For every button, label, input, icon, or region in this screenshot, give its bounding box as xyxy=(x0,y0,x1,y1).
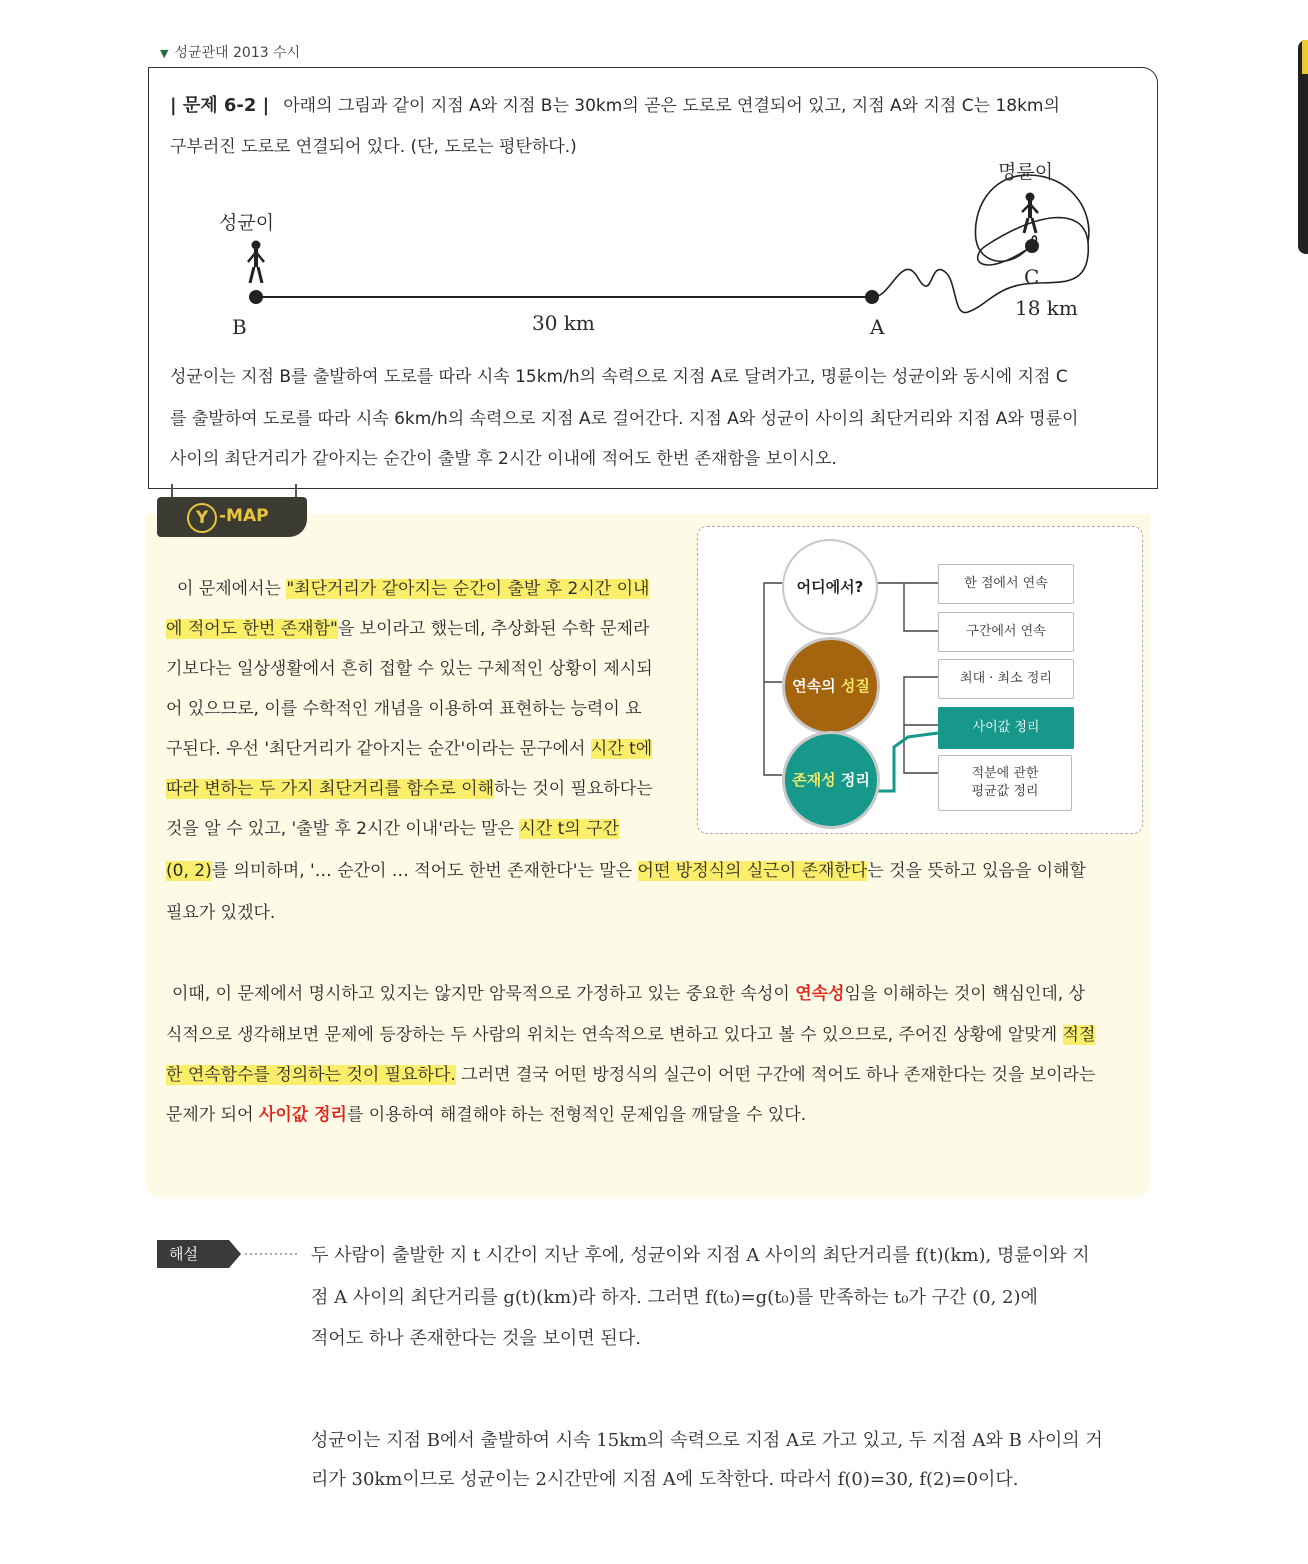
problem-line-4: 를 출발하여 도로를 따라 시속 6km/h의 속력으로 지점 A로 걸어간다. 지점 A와 성균이 사이의 최단거리와 지점 A와 명륜이 xyxy=(170,409,1079,429)
ymap-p1-line-1: 이 문제에서는 "최단거리가 같아지는 순간이 출발 후 2시간 이내 xyxy=(177,579,650,599)
node-continuity: 연속의 성질 xyxy=(782,637,880,735)
ymap-p1-line-9: 필요가 있겠다. xyxy=(166,903,276,923)
ymap-tag xyxy=(157,497,307,537)
distance-ab: 30 km xyxy=(532,311,595,335)
node-where: 어디에서? xyxy=(782,539,878,635)
solution-line-5: 리가 30km이므로 성균이는 2시간만에 지점 A에 도착한다. 따라서 f(0)=30, f(2)=0이다. xyxy=(311,1469,1019,1490)
ymap-p2-line-1: 이때, 이 문제에서 명시하고 있지는 않지만 암묵적으로 가정하고 있는 중요한 속성이 연속성임을 이해하는 것이 핵심인데, 상 xyxy=(172,984,1085,1004)
ymap-p2-line-4: 문제가 되어 사이값 정리를 이용하여 해결해야 하는 전형적인 문제임을 깨달을 수 있다. xyxy=(166,1105,807,1125)
person-icon xyxy=(248,241,264,283)
ymap-p2-line-2: 식적으로 생각해보면 문제에 등장하는 두 사람의 위치는 연속적으로 변하고 있다고 볼 수 있으므로, 주어진 상황에 알맞게 적절 xyxy=(166,1025,1096,1045)
point-c-label: C xyxy=(1024,265,1040,289)
page-header xyxy=(160,42,300,62)
ymap-p2-line-3: 한 연속함수를 정의하는 것이 필요하다. 그러면 결국 어떤 방정식의 실근이 어떤 구간에 적어도 하나 존재한다는 것을 보이라는 xyxy=(166,1065,1096,1085)
ymap-p1-line-4: 어 있으므로, 이를 수학적인 개념을 이용하여 표현하는 능력이 요 xyxy=(166,699,642,719)
solution-arrow xyxy=(229,1240,309,1268)
box-mean-value: 적분에 관한 평균값 정리 xyxy=(938,755,1072,811)
box-point-continuity: 한 점에서 연속 xyxy=(938,564,1074,604)
point-b-dot xyxy=(249,290,263,304)
problem-label: | 문제 6-2 | xyxy=(170,95,270,116)
solution-label: 해설 xyxy=(157,1240,229,1268)
ymap-p1-line-7: 것을 알 수 있고, '출발 후 2시간 이내'라는 말은 시간 t의 구간 xyxy=(166,819,619,839)
point-a-dot xyxy=(865,290,879,304)
solution-line-3: 적어도 하나 존재한다는 것을 보이면 된다. xyxy=(311,1328,641,1349)
solution-line-1: 두 사람이 출발한 지 t 시간이 지난 후에, 성균이와 지점 A 사이의 최단거리를 f(t)(km), 명륜이와 지 xyxy=(311,1245,1090,1266)
distance-ac: 18 km xyxy=(1015,296,1078,320)
ymap-p1-line-8: (0, 2)를 의미하며, '… 순간이 … 적어도 한번 존재한다'는 말은 어떤 방정식의 실근이 존재한다는 것을 뜻하고 있음을 이해할 xyxy=(166,861,1086,881)
ymap-p1-line-6: 따라 변하는 두 가지 최단거리를 함수로 이해하는 것이 필요하다는 xyxy=(166,779,653,799)
concept-diagram xyxy=(697,526,1143,834)
point-c-dot xyxy=(1025,239,1039,253)
ymap-y-icon: Y xyxy=(187,503,217,533)
box-extreme-value: 최대 · 최소 정리 xyxy=(938,659,1074,699)
ymap-p1-line-5: 구된다. 우선 '최단거리가 같아지는 순간'이라는 문구에서 시간 t에 xyxy=(166,739,653,759)
ymap-label: -MAP xyxy=(219,506,269,526)
diagram-connectors xyxy=(698,527,1142,833)
chapter-tab-accent xyxy=(1302,40,1308,74)
point-a-label: A xyxy=(870,315,885,339)
person-label-1: 성균이 xyxy=(219,212,275,234)
solution-line-2: 점 A 사이의 최단거리를 g(t)(km)라 하자. 그러면 f(t₀)=g(t₀)를 만족하는 t₀가 구간 (0, 2)에 xyxy=(311,1287,1038,1308)
header-title: 성균관대 2013 수시 xyxy=(174,45,301,61)
box-interval-continuity: 구간에서 연속 xyxy=(938,612,1074,652)
problem-line-5: 사이의 최단거리가 같아지는 순간이 출발 후 2시간 이내에 적어도 한번 존재함을 보이시오. xyxy=(170,449,837,469)
problem-line-1: | 문제 6-2 | 아래의 그림과 같이 지점 A와 지점 B는 30km의 곧은 도로로 연결되어 있고, 지점 A와 지점 C는 18km의 xyxy=(170,95,1060,116)
point-b-label: B xyxy=(232,315,247,339)
ymap-p1-line-2: 에 적어도 한번 존재함"을 보이라고 했는데, 추상화된 수학 문제라 xyxy=(166,619,650,639)
solution-line-4: 성균이는 지점 B에서 출발하여 시속 15km의 속력으로 지점 A로 가고 있고, 두 지점 A와 B 사이의 거 xyxy=(311,1430,1103,1451)
ymap-p1-line-3: 기보다는 일상생활에서 흔히 접할 수 있는 구체적인 상황이 제시되 xyxy=(166,659,653,679)
triangle-icon: ▼ xyxy=(160,47,169,60)
box-intermediate-value: 사이값 정리 xyxy=(938,707,1074,749)
person-label-2: 명륜이 xyxy=(998,161,1054,183)
person-icon xyxy=(1022,193,1038,233)
problem-line-2: 구부러진 도로로 연결되어 있다. (단, 도로는 평탄하다.) xyxy=(170,137,577,157)
node-existence: 존재성 정리 xyxy=(782,731,880,829)
problem-line-3: 성균이는 지점 B를 출발하여 도로를 따라 시속 15km/h의 속력으로 지점 A로 달려가고, 명륜이는 성균이와 동시에 지점 C xyxy=(170,367,1068,387)
